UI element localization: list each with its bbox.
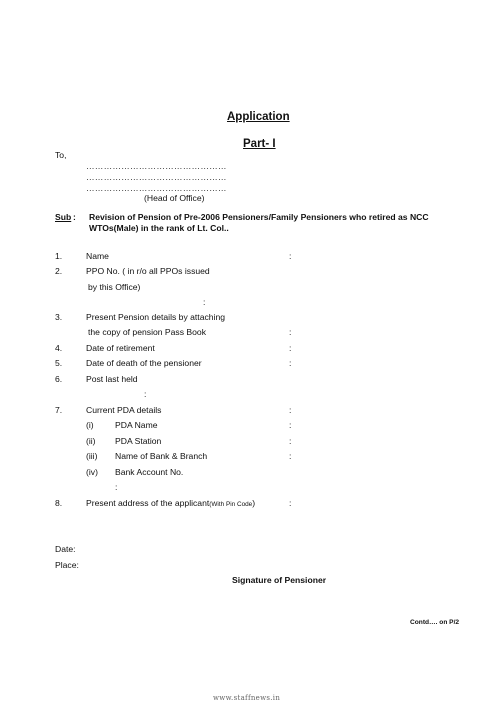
field-colon-address: : bbox=[289, 498, 292, 508]
document-title: Application bbox=[227, 111, 290, 123]
field-label-pda-station: PDA Station bbox=[115, 436, 162, 446]
watermark: www.staffnews.in bbox=[213, 694, 281, 702]
sub-item-number-iv: (iv) bbox=[86, 467, 98, 477]
item-number-2: 2. bbox=[55, 266, 63, 276]
part-heading: Part- I bbox=[243, 138, 276, 150]
field-colon-pda-station: : bbox=[289, 436, 292, 446]
subject-label: Sub bbox=[55, 212, 72, 222]
subject-line-2: WTOs(Male) in the rank of Lt. Col.. bbox=[89, 223, 229, 233]
field-colon-account: : bbox=[115, 482, 118, 492]
field-label-pda: Current PDA details bbox=[86, 405, 162, 415]
field-label-address-pin: (With Pin Code bbox=[209, 501, 253, 508]
field-label-address-close: ) bbox=[252, 498, 256, 508]
field-label-pension: Present Pension details by attaching bbox=[86, 312, 226, 322]
field-label-ppo: PPO No. ( in r/o all PPOs issued bbox=[86, 266, 210, 276]
subject-line-1: Revision of Pension of Pre-2006 Pensioners/Family Pensioners who retired as NCC bbox=[89, 212, 429, 222]
field-colon-death: : bbox=[289, 358, 292, 368]
field-label-address bbox=[86, 498, 255, 510]
to-label: To, bbox=[55, 150, 67, 160]
item-number-4: 4. bbox=[55, 343, 63, 353]
sub-item-number-ii: (ii) bbox=[86, 436, 96, 446]
sub-item-number-iii: (iii) bbox=[86, 451, 98, 461]
head-of-office-label: (Head of Office) bbox=[144, 193, 205, 203]
field-colon-retirement: : bbox=[289, 343, 292, 353]
field-label-pension-cont: the copy of pension Pass Book bbox=[88, 327, 207, 337]
item-number-5: 5. bbox=[55, 358, 63, 368]
field-colon-bank: : bbox=[289, 451, 292, 461]
field-colon-pda-name: : bbox=[289, 420, 292, 430]
field-label-pda-name: PDA Name bbox=[115, 420, 158, 430]
sub-item-number-i: (i) bbox=[86, 420, 94, 430]
field-colon-name: : bbox=[289, 251, 292, 261]
field-colon-pda: : bbox=[289, 405, 292, 415]
address-line-2: ………………………………………… bbox=[86, 172, 227, 182]
subject-colon: : bbox=[73, 212, 76, 222]
field-label-ppo-cont: by this Office) bbox=[88, 282, 141, 292]
address-line-3: ………………………………………… bbox=[86, 183, 227, 193]
field-label-bank: Name of Bank & Branch bbox=[115, 451, 208, 461]
item-number-1: 1. bbox=[55, 251, 63, 261]
field-label-account: Bank Account No. bbox=[115, 467, 184, 477]
item-number-7: 7. bbox=[55, 405, 63, 415]
item-number-6: 6. bbox=[55, 374, 63, 384]
item-number-3: 3. bbox=[55, 312, 63, 322]
address-line-1: ………………………………………… bbox=[86, 161, 227, 171]
continued-note: Contd…. on P/2 bbox=[410, 619, 460, 626]
place-label: Place: bbox=[55, 560, 79, 570]
field-label-death: Date of death of the pensioner bbox=[86, 358, 202, 368]
signature-label: Signature of Pensioner bbox=[232, 575, 327, 585]
field-label-retirement: Date of retirement bbox=[86, 343, 155, 353]
field-colon-pension: : bbox=[289, 327, 292, 337]
field-colon-post: : bbox=[144, 389, 147, 399]
field-label-name: Name bbox=[86, 251, 109, 261]
field-label-post: Post last held bbox=[86, 374, 138, 384]
field-label-address-text: Present address of the applicant bbox=[86, 498, 210, 508]
field-colon-ppo: : bbox=[203, 297, 206, 307]
item-number-8: 8. bbox=[55, 498, 63, 508]
date-label: Date: bbox=[55, 544, 76, 554]
